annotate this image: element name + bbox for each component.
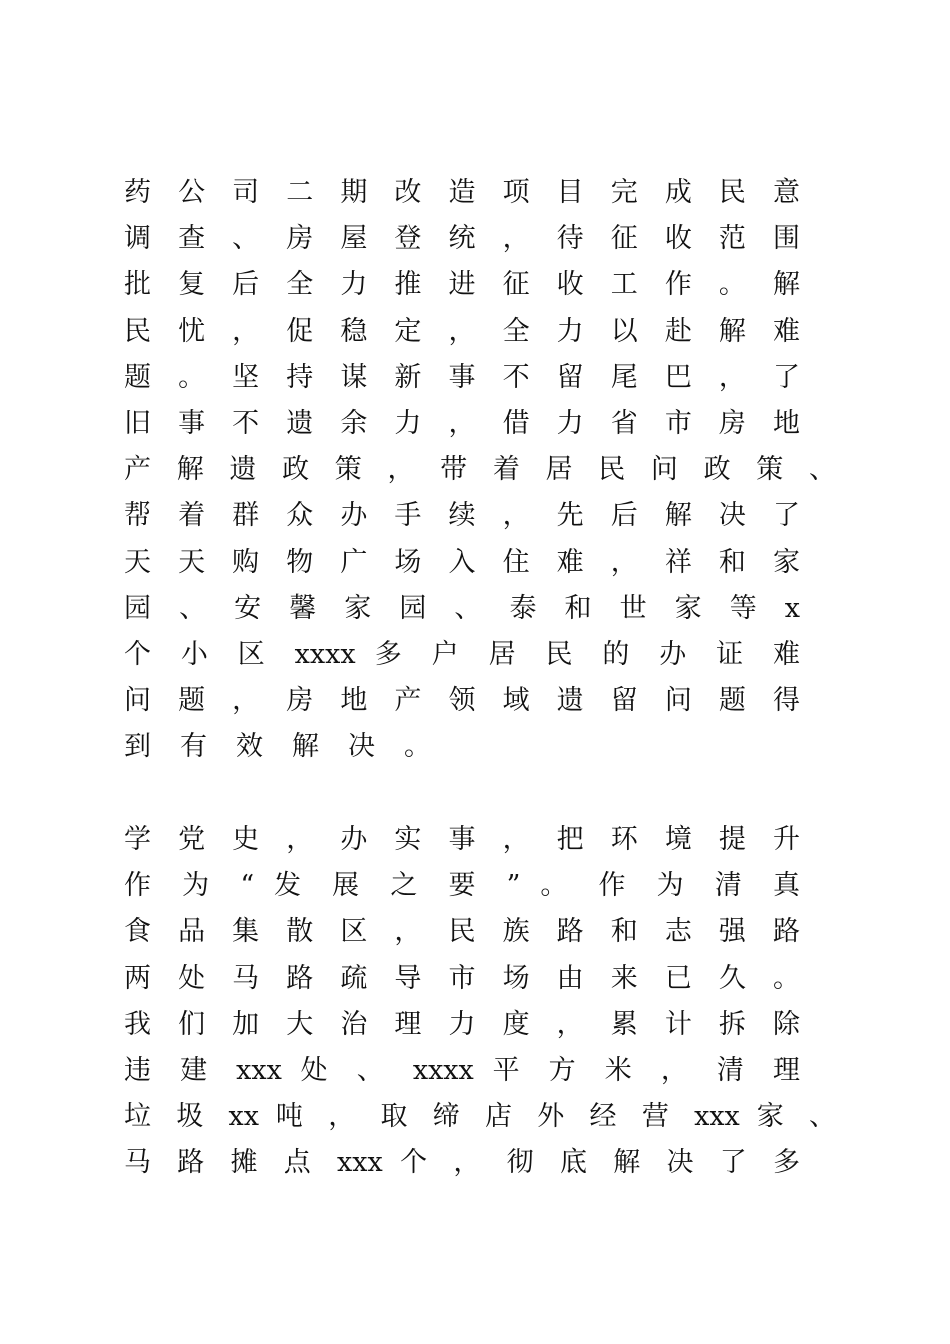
text-line: 我 们 加 大 治 理 力 度 ， 累 计 拆 除	[124, 1008, 800, 1040]
text-line: 食 品 集 散 区 ， 民 族 路 和 志 强 路	[124, 916, 800, 948]
text-line: 产 解 遗 政 策 ， 带 着 居 民 问 政 策 、	[124, 454, 836, 486]
text-line: 旧 事 不 遗 余 力 ， 借 力 省 市 房 地	[124, 407, 800, 439]
text-line: 民 忧 ， 促 稳 定 ， 全 力 以 赴 解 难	[124, 315, 800, 347]
text-line: 题 。 坚 持 谋 新 事 不 留 尾 巴 ， 了	[124, 361, 800, 393]
text-line: 垃 圾 xx 吨 ， 取 缔 店 外 经 营 xxx 家 、	[124, 1101, 836, 1133]
text-line: 帮 着 群 众 办 手 续 ， 先 后 解 决 了	[124, 500, 800, 532]
paragraph-1	[124, 170, 836, 770]
text-line: 个 小 区 xxxx 多 户 居 民 的 办 证 难	[124, 638, 800, 670]
text-line: 到有效解决。	[124, 731, 460, 763]
text-line: 学 党 史 ， 办 实 事 ， 把 环 境 提 升	[124, 824, 800, 855]
text-line: 药 公 司 二 期 改 造 项 目 完 成 民 意	[124, 177, 800, 208]
text-line: 两 处 马 路 疏 导 市 场 由 来 已 久 。	[124, 962, 800, 994]
text-line: 马 路 摊 点 xxx 个 ， 彻 底 解 决 了 多	[124, 1147, 800, 1179]
text-line: 批 复 后 全 力 推 进 征 收 工 作 。 解	[124, 269, 800, 301]
text-line: 天 天 购 物 广 场 入 住 难 ， 祥 和 家	[124, 546, 800, 578]
paragraph-2	[124, 817, 836, 1187]
text-line: 作 为 “ 发 展 之 要 ” 。 作 为 清 真	[124, 870, 800, 902]
text-line: 违 建 xxx 处 、 xxxx 平 方 米 ， 清 理	[124, 1054, 800, 1086]
text-line: 园 、 安 馨 家 园 、 泰 和 世 家 等 x	[124, 592, 800, 624]
text-line: 问 题 ， 房 地 产 领 域 遗 留 问 题 得	[124, 685, 800, 717]
text-line: 调 查 、 房 屋 登 统 ， 待 征 收 范 围	[124, 223, 800, 255]
